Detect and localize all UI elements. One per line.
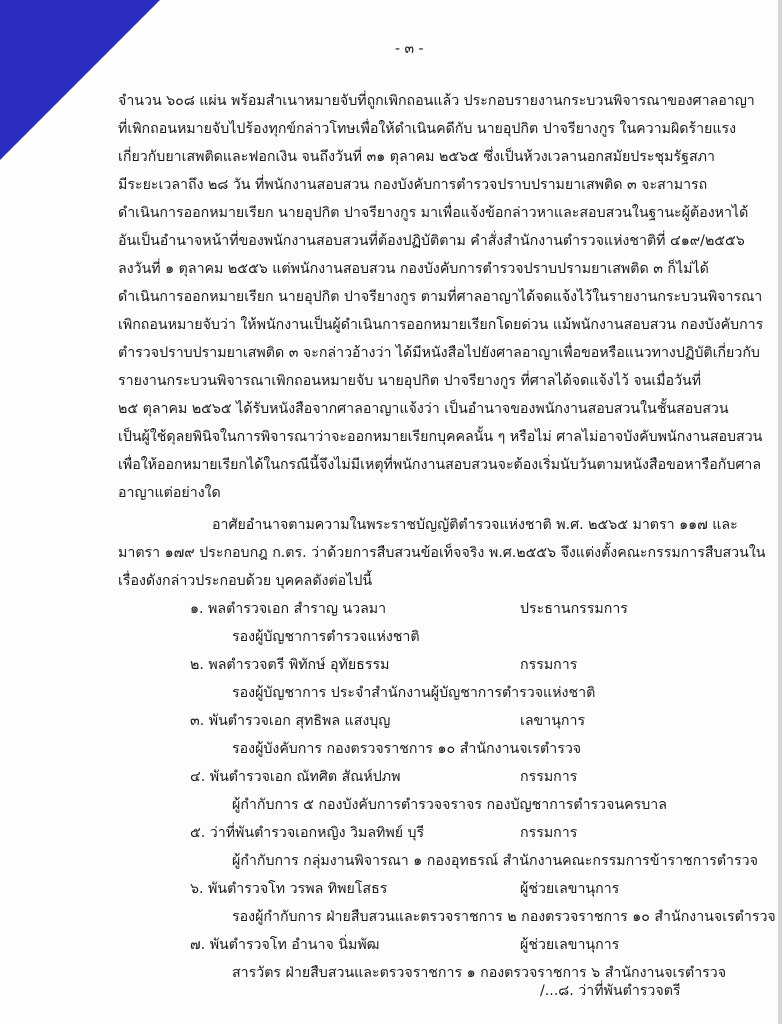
member-name: ๒. พลตำรวจตรี พิทักษ์ อุทัยธรรม	[190, 657, 390, 673]
para1-line: เป็นผู้ใช้ดุลยพินิจในการพิจารณาว่าจะออกหมายเรียกบุคคลนั้น ๆ หรือไม่ ศาลไม่อาจบังคับพนักงานสอบสวน	[118, 429, 763, 445]
para1-line: เพิกถอนหมายจับว่า ให้พนักงานเป็นผู้ดำเนินการออกหมายเรียกโดยด่วน แม้พนักงานสอบสวน กองบังคับการ	[118, 317, 764, 333]
para1-line: ตำรวจปราบปรามยาเสพติด ๓ จะกล่าวอ้างว่า ได้มีหนังสือไปยังศาลอาญาเพื่อขอหรือแนวทางปฏิบัติเกี่ยวกับ	[118, 345, 760, 361]
member-position: รองผู้กำกับการ ฝ่ายสืบสวนและตรวจราชการ ๒ กองตรวจราชการ ๑๐ สำนักงานจเรตำรวจ	[232, 909, 776, 925]
para2-line: เรื่องดังกล่าวประกอบด้วย บุคคลดังต่อไปนี้	[118, 573, 373, 589]
member-position: สารวัตร ฝ่ายสืบสวนและตรวจราชการ ๑ กองตรวจราชการ ๖ สำนักงานจเรตำรวจ	[232, 965, 727, 981]
member-position: รองผู้บัญชาการ ประจำสำนักงานผู้บัญชาการตำรวจแห่งชาติ	[232, 685, 596, 701]
member-role: ผู้ช่วยเลขานุการ	[520, 881, 620, 897]
member-row	[190, 766, 710, 788]
member-name: ๓. พันตำรวจเอก สุทธิพล แสงบุญ	[190, 713, 391, 729]
para1-line: เกี่ยวกับยาเสพติดและฟอกเงิน จนถึงวันที่ ๓๑ ตุลาคม ๒๕๖๕ ซึ่งเป็นห้วงเวลานอกสมัยประชุมรัฐสภา	[118, 149, 715, 165]
member-name: ๗. พันตำรวจโท อำนาจ นิ่มพัฒ	[190, 937, 380, 953]
member-position: รองผู้บังคับการ กองตรวจราชการ ๑๐ สำนักงานจเรตำรวจ	[232, 741, 582, 757]
member-position: ผู้กำกับการ ๕ กองบังคับการตำรวจจราจร กองบัญชาการตำรวจนครบาล	[232, 797, 667, 813]
para1-line: ดำเนินการออกหมายเรียก นายอุปกิต ปาจรียางกูร ตามที่ศาลอาญาได้จดแจ้งไว้ในรายงานกระบวนพิจารณา	[118, 289, 763, 305]
member-role: ประธานกรรมการ	[520, 601, 628, 617]
para1-line: ๒๕ ตุลาคม ๒๕๖๕ ได้รับหนังสือจากศาลอาญาแจ้งว่า เป็นอำนาจของพนักงานสอบสวนในชั้นสอบสวน	[118, 401, 729, 417]
member-role: กรรมการ	[520, 825, 578, 841]
member-role: ผู้ช่วยเลขานุการ	[520, 937, 620, 953]
para1-line: มีระยะเวลาถึง ๒๘ วัน ที่พนักงานสอบสวน กองบังคับการตำรวจปราบปรามยาเสพติด ๓ จะสามารถ	[118, 177, 708, 193]
member-row	[190, 822, 710, 844]
para2-line: อาศัยอำนาจตามความในพระราชบัญญัติตำรวจแห่งชาติ พ.ศ. ๒๕๖๕ มาตรา ๑๑๗ และ	[212, 517, 738, 533]
member-name: ๔. พันตำรวจเอก ณัทศิต สัณห์ปภพ	[190, 769, 401, 785]
continuation-footer: /...๘. ว่าที่พันตำรวจตรี	[540, 983, 681, 999]
para1-line: ดำเนินการออกหมายเรียก นายอุปกิต ปาจรียางกูร มาเพื่อแจ้งข้อกล่าวหาและสอบสวนในฐานะผู้ต้องหาได้	[118, 205, 749, 221]
page-edge-shadow	[778, 0, 782, 1024]
para1-line: อาญาแต่อย่างใด	[118, 485, 221, 501]
para1-line: ลงวันที่ ๑ ตุลาคม ๒๕๕๖ แต่พนักงานสอบสวน กองบังคับการตำรวจปราบปรามยาเสพติด ๓ ก็ไม่ได้	[118, 261, 709, 277]
para2-line: มาตรา ๑๗๙ ประกอบกฎ ก.ตร. ว่าด้วยการสืบสวนข้อเท็จจริง พ.ศ.๒๕๕๖ จึงแต่งตั้งคณะกรรมการสืบสวนใน	[118, 545, 766, 561]
member-position: รองผู้บัญชาการตำรวจแห่งชาติ	[232, 629, 420, 645]
member-row	[190, 878, 710, 900]
para1-line: ที่เพิกถอนหมายจับไปร้องทุกข์กล่าวโทษเพื่อให้ดำเนินคดีกับ นายอุปกิต ปาจรียางกูร ในความผิดร้ายแรง	[118, 121, 737, 137]
member-role: กรรมการ	[520, 657, 578, 673]
para1-line: รายงานกระบวนพิจารณาเพิกถอนหมายจับ นายอุปกิต ปาจรียางกูร ที่ศาลได้จดแจ้งไว้ จนเมื่อวันที่	[118, 373, 702, 389]
member-name: ๑. พลตำรวจเอก สำราญ นวลมา	[190, 601, 387, 617]
page-number: - ๓ -	[395, 41, 424, 57]
para1-line: จำนวน ๖๐๘ แผ่น พร้อมสำเนาหมายจับที่ถูกเพิกถอนแล้ว ประกอบรายงานกระบวนพิจารณาของศาลอาญา	[118, 93, 755, 109]
member-role: เลขานุการ	[520, 713, 586, 729]
member-role: กรรมการ	[520, 769, 578, 785]
member-row	[190, 598, 710, 620]
para1-line: อันเป็นอำนาจหน้าที่ของพนักงานสอบสวนที่ต้องปฏิบัติตาม คำสั่งสำนักงานตำรวจแห่งชาติที่ ๔๑๙/๒๕๕๖	[118, 233, 745, 249]
member-position: ผู้กำกับการ กลุ่มงานพิจารณา ๑ กองอุทธรณ์ สำนักงานคณะกรรมการข้าราชการตำรวจ	[232, 853, 758, 869]
member-name: ๖. พันตำรวจโท วรพล ทิพยโสธร	[190, 881, 388, 897]
member-name: ๕. ว่าที่พันตำรวจเอกหญิง วิมลทิพย์ บุรี	[190, 825, 425, 841]
member-row	[190, 934, 710, 956]
member-row	[190, 654, 710, 676]
para1-line: เพื่อให้ออกหมายเรียกได้ในกรณีนี้จึงไม่มีเหตุที่พนักงานสอบสวนจะต้องเริ่มนับวันตามหนังสือขอหารือกับศาล	[118, 457, 762, 473]
member-row	[190, 710, 710, 732]
